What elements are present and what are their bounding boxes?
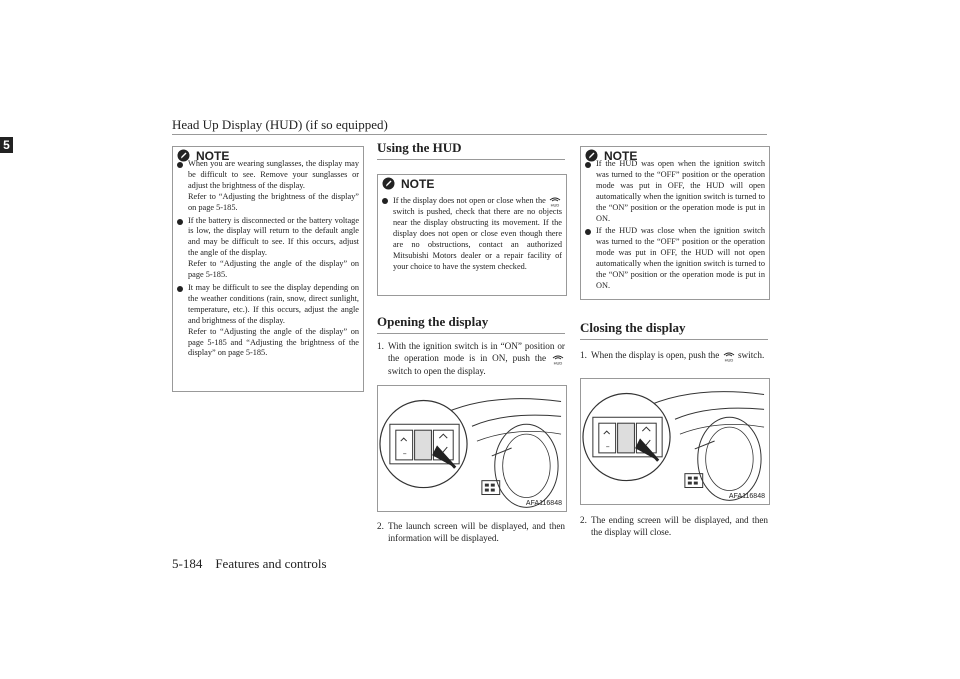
list-item xyxy=(177,283,359,359)
chapter-tab: 5 xyxy=(0,137,13,153)
right-note-bullets xyxy=(585,159,765,294)
section-rule xyxy=(377,159,565,160)
list-item xyxy=(382,195,562,272)
step-text: switch. xyxy=(737,350,765,360)
opening-figure xyxy=(377,385,567,512)
step-number: 1. xyxy=(377,341,384,351)
step-text: When the display is open, push the xyxy=(591,350,720,360)
list-item xyxy=(585,226,765,291)
closing-step-1 xyxy=(580,349,768,362)
note-text: It may be difficult to see the display depending on the weather conditions (rain, snow, direct sunlight, temperature, etc.). If this occurs, adjust the angle and brightness of the display. xyxy=(188,282,359,325)
note-pencil-icon xyxy=(382,177,395,190)
step-number: 2. xyxy=(580,515,587,525)
using-note-label: NOTE xyxy=(397,177,438,191)
bullet-dot-icon xyxy=(177,219,183,225)
note-reference: Refer to “Adjusting the angle of the display” on page 5-185. xyxy=(188,259,359,280)
step-text: The ending screen will be displayed, and then the display will close. xyxy=(591,515,768,537)
page-title: Head Up Display (HUD) (if so equipped) xyxy=(172,117,388,132)
list-item xyxy=(177,216,359,281)
left-note-label: NOTE xyxy=(192,149,233,163)
section-heading-using: Using the HUD xyxy=(377,140,462,155)
opening-step-2 xyxy=(377,520,565,544)
note-text: switch is pushed, check that there are no objects near the display obstructing its movement. If the display does not open or close even though there are no obstructions, contact an authorized Mitsubishi Motors dealer or a repair facility of your choice to have the system checked. xyxy=(393,207,562,271)
note-text: If the HUD was close when the ignition switch was turned to the “OFF” position or the operation mode was put in OFF, the HUD will not open automatically when the ignition switch is turned to the “ON” position or the operation mode is put in ON. xyxy=(596,226,765,290)
bullet-dot-icon xyxy=(382,198,388,204)
figure-code: AFA116848 xyxy=(525,500,562,507)
bullet-dot-icon xyxy=(585,162,591,168)
bullet-dot-icon xyxy=(177,286,183,292)
step-number: 1. xyxy=(580,350,587,360)
step-number: 2. xyxy=(377,521,384,531)
right-note-box xyxy=(580,146,770,300)
right-note-label: NOTE xyxy=(600,149,641,163)
bullet-dot-icon xyxy=(177,162,183,168)
step-text: The launch screen will be displayed, and then information will be displayed. xyxy=(388,521,565,543)
section-rule xyxy=(377,333,565,334)
hud-switch-icon xyxy=(548,195,562,207)
note-text: If the HUD was open when the ignition switch was turned to the “OFF” position or the operation mode was put in OFF, the HUD will open automatically when the ignition switch is turned to the “ON” position or the operation mode is put in ON. xyxy=(596,159,765,223)
list-item xyxy=(585,159,765,224)
note-reference: Refer to “Adjusting the angle of the display” on page 5-185 and “Adjusting the brightness of the display” on page 5-185. xyxy=(188,326,359,358)
closing-step-2 xyxy=(580,514,768,538)
note-reference: Refer to “Adjusting the brightness of the display” on page 5-185. xyxy=(188,191,359,212)
section-rule xyxy=(580,339,768,340)
title-rule xyxy=(172,134,767,135)
hud-switch-icon xyxy=(551,353,565,365)
section-heading-closing: Closing the display xyxy=(580,320,686,335)
section-heading-opening: Opening the display xyxy=(377,314,489,329)
step-text: switch to open the display. xyxy=(388,365,486,376)
using-note-header xyxy=(378,175,438,192)
note-text: When you are wearing sunglasses, the display may be difficult to see. Remove your sunglasses or adjust the brightness of the display. xyxy=(188,159,359,190)
left-note-bullets xyxy=(177,159,359,361)
note-text: If the display does not open or close when the xyxy=(393,195,546,205)
hud-switch-icon xyxy=(722,350,736,362)
closing-figure xyxy=(580,378,770,505)
list-item xyxy=(177,159,359,214)
hud-switch-illustration xyxy=(581,379,769,504)
bullet-dot-icon xyxy=(585,229,591,235)
figure-code: AFA116848 xyxy=(728,493,765,500)
left-note-box xyxy=(172,146,364,392)
using-note-box xyxy=(377,174,567,296)
hud-switch-illustration xyxy=(378,386,566,511)
note-text: If the battery is disconnected or the battery voltage is low, the display will return to the default angle and may be difficult to see. If this occurs, adjust the angle of the display. xyxy=(188,215,359,258)
page-footer: 5-184 Features and controls xyxy=(172,556,327,571)
opening-step-1 xyxy=(377,340,565,377)
step-text: With the ignition switch is in “ON” position or the operation mode is in ON, push the xyxy=(388,341,565,363)
using-note-bullets xyxy=(382,195,562,274)
